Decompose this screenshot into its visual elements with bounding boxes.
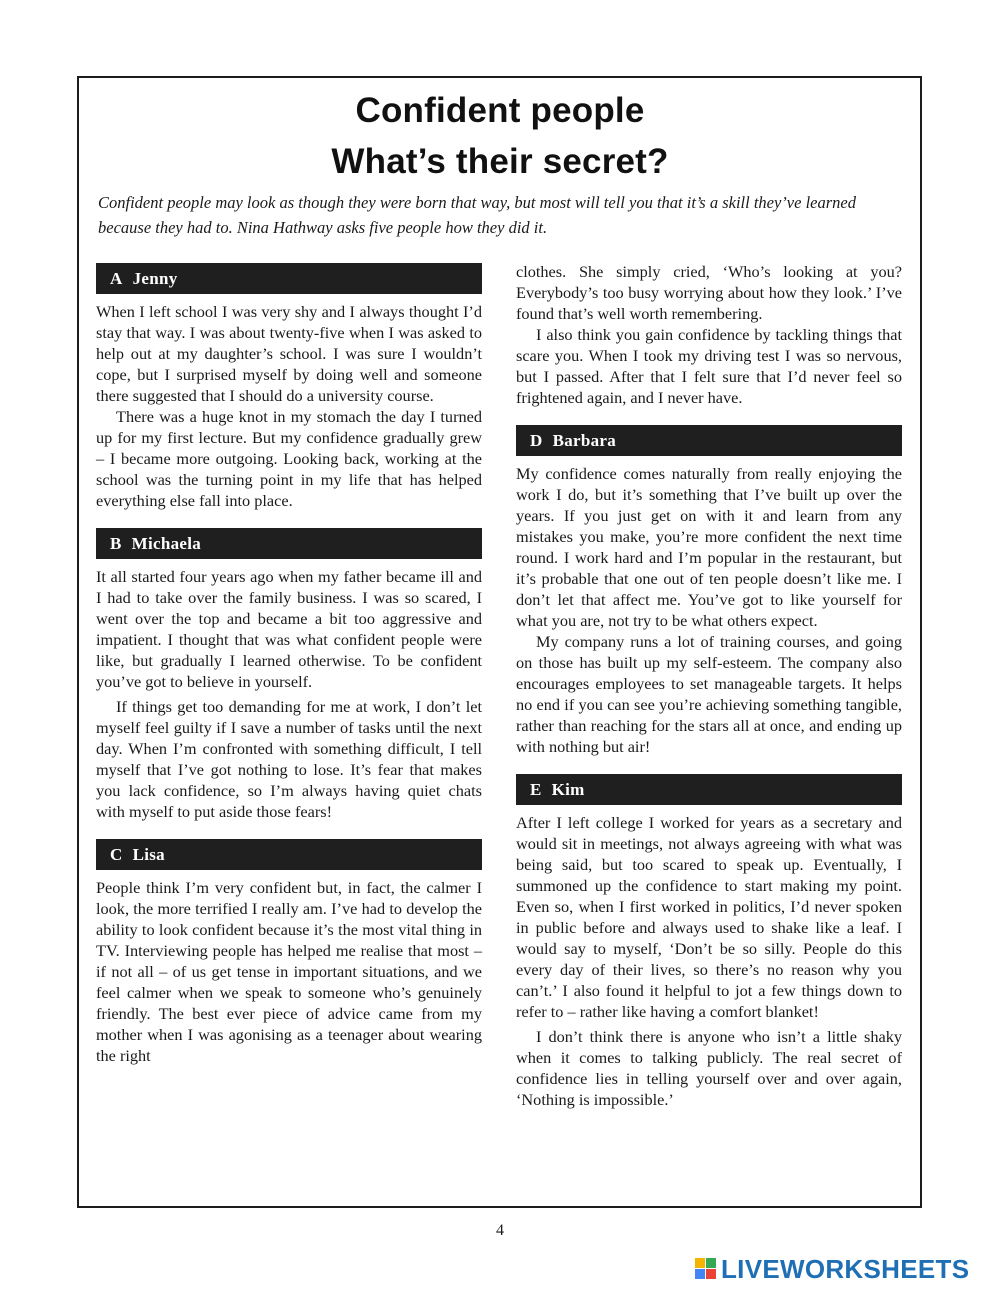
section-letter: B — [110, 534, 122, 553]
section-letter: C — [110, 845, 123, 864]
liveworksheets-brand[interactable] — [695, 1253, 970, 1284]
section-c-continuation-1: clothes. She simply cried, ‘Who’s looking at you? Everybody’s too busy worrying about how they look.’ I’ve found that’s well worth remembering. — [516, 262, 902, 323]
section-c-continuation-2: I also think you gain confidence by tackling things that scare you. When I took my driving test I was so nervous, but I passed. After that I felt sure that I’d never feel so frightened again, and I never have. — [516, 325, 902, 407]
section-name: Jenny — [132, 269, 178, 288]
section-header-b — [96, 528, 482, 559]
brand-name: LIVEWORKSHEETS — [721, 1253, 970, 1284]
section-name: Michaela — [131, 534, 202, 553]
section-a-paragraph-2: There was a huge knot in my stomach the day I turned up for my first lecture. But my confidence gradually grew – I became more outgoing. Looking back, working at the school was the turning point in my life that has helped everything else fall into place. — [96, 407, 482, 510]
section-header-e — [516, 774, 902, 805]
page-number: 4 — [496, 1222, 504, 1239]
section-a-paragraph-1: When I left school I was very shy and I always thought I’d stay that way. I was about twenty-five when I was asked to help out at my daughter’s school. I was sure I wouldn’t cope, but I surprised myself by doing well and someone there suggested that I should do a university course. — [96, 302, 482, 405]
section-b-paragraph-1: It all started four years ago when my father became ill and I had to take over the family business. I was so scared, I went over the top and became a bit too aggressive and impatient. I thought that was what confident people were like, but gradually I learned otherwise. To be confident you’ve got to believe in yourself. — [96, 567, 482, 691]
right-column — [516, 261, 902, 1110]
left-column — [96, 263, 482, 1066]
article-intro: Confident people may look as though they were born that way, but most will tell you that it’s a skill they’ve learned because they had to. Nina Hathway asks five people how they did it. — [98, 193, 856, 237]
section-name: Barbara — [552, 431, 617, 450]
section-c-paragraph-1: People think I’m very confident but, in fact, the calmer I look, the more terrified I really am. I’ve had to develop the ability to look confident because it’s the most vital thing in TV. Interviewing people has helped me realise that most – if not all – of us get tense in important situations, and we feel calmer when we speak to someone who’s genuinely friendly. The best ever piece of advice came from my mother when I was agonising as a teenager about wearing the right — [96, 878, 482, 1065]
section-header-d — [516, 425, 902, 456]
section-letter: E — [530, 780, 542, 799]
section-e-paragraph-1: After I left college I worked for years as a secretary and would sit in meetings, not always agreeing with what was being said, but too scared to speak up. Eventually, I summoned up the confidence to start making my point. Even so, when I first worked in politics, I’d never spoken in public before and always used to shake like a leaf. I would say to myself, ‘Don’t be so silly. People do this every day of their lives, so there’s no reason why you can’t.’ I also found it helpful to jot a few things down to refer to – rather like having a comfort blanket! — [516, 813, 902, 1021]
section-header-a — [96, 263, 482, 294]
section-name: Kim — [551, 780, 585, 799]
section-d-paragraph-1: My confidence comes naturally from really enjoying the work I do, but it’s something that I’ve built up over the years. If you just get on with it and learn from any mistakes you make, you’re more confident the next time round. I work hard and I’m popular in the restaurant, but it’s probable that one out of ten people doesn’t like me. I don’t let that affect me. You’ve got to like yourself for what you are, not try to be what others expect. — [516, 464, 902, 630]
liveworksheets-logo-icon — [695, 1258, 717, 1280]
section-header-c — [96, 839, 482, 870]
section-name: Lisa — [132, 845, 165, 864]
section-letter: A — [110, 269, 123, 288]
article-title-line-2: What’s their secret? — [331, 142, 669, 181]
section-letter: D — [530, 431, 543, 450]
section-d-paragraph-2: My company runs a lot of training courses, and going on those has built up my self-esteem. The company also encourages employees to set manageable targets. It helps no end if you can see you’re achieving something tangible, rather than reaching for the stars all at once, and ending up with nothing but air! — [516, 632, 902, 756]
section-e-paragraph-2: I don’t think there is anyone who isn’t a little shaky when it comes to talking publicly. The real secret of confidence lies in telling yourself over and over again, ‘Nothing is impossible.’ — [516, 1027, 902, 1109]
article-title-line-1: Confident people — [355, 91, 645, 130]
section-b-paragraph-2: If things get too demanding for me at work, I don’t let myself feel guilty if I save a number of tasks until the next day. When I’m confronted with something difficult, I tell myself that I’ve got nothing to lose. It’s fear that makes you lack confidence, so I’m always having quiet chats with myself to put aside those fears! — [96, 697, 482, 821]
